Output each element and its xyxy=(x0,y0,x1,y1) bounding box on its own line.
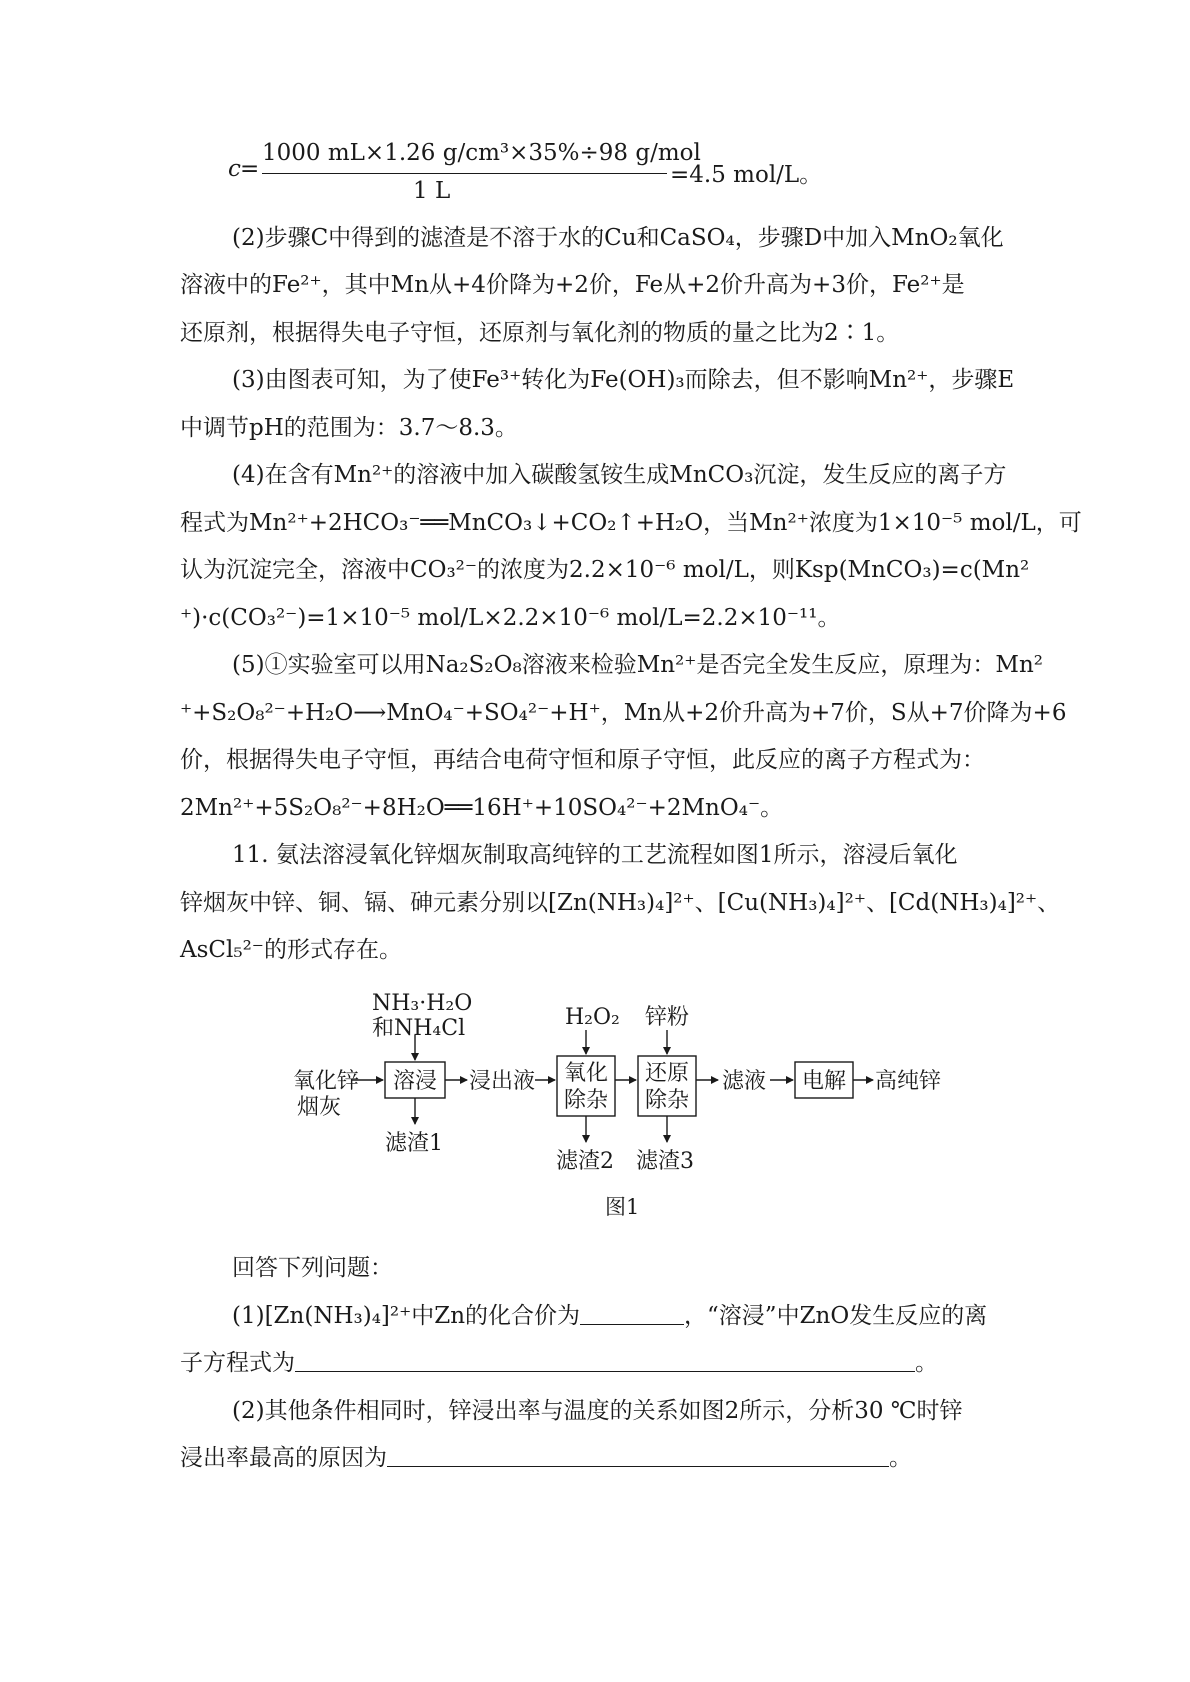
para4-line4: ⁺)·c(CO₃²⁻)=1×10⁻⁵ mol/L×2.2×10⁻⁶ mol/L=2.2×10⁻¹¹。 xyxy=(180,605,841,631)
filtrate-label: 滤液 xyxy=(722,1069,767,1094)
q11-line2: 锌烟灰中锌、铜、镉、砷元素分别以[Zn(NH₃)₄]²⁺、[Cu(NH₃)₄]²⁺、[Cd(NH₃)₄]²⁺、 xyxy=(180,890,1061,916)
question1-text-a: (1)[Zn(NH₃)₄]²⁺中Zn的化合价为 xyxy=(232,1303,581,1329)
reagent3-label: 锌粉 xyxy=(645,1005,690,1030)
para5-line4: 2Mn²⁺+5S₂O₈²⁻+8H₂O══16H⁺+10SO₄²⁻+2MnO₄⁻。 xyxy=(180,795,784,821)
reagent2-label: H₂O₂ xyxy=(565,1005,620,1030)
box3-line1: 还原 xyxy=(645,1061,690,1086)
para5-line3: 价，根据得失电子守恒，再结合电荷守恒和原子守恒，此反应的离子方程式为： xyxy=(180,747,985,773)
leachate-label: 浸出液 xyxy=(469,1069,536,1094)
answer-blank-ionic-equation[interactable] xyxy=(295,1351,915,1372)
question1-line2 xyxy=(180,1348,938,1378)
para2-line2: 溶液中的Fe²⁺，其中Mn从+4价降为+2价，Fe从+2价升高为+3价，Fe²⁺是 xyxy=(180,272,965,298)
q11-line3: AsCl₅²⁻的形式存在。 xyxy=(180,937,402,963)
question1-text-b: ，“溶浸”中ZnO发生反应的离 xyxy=(684,1303,988,1329)
para3-line2: 中调节pH的范围为：3.7～8.3。 xyxy=(180,415,518,441)
para5-line1: (5)①实验室可以用Na₂S₂O₈溶液来检验Mn²⁺是否完全发生反应，原理为：Mn² xyxy=(232,652,1043,678)
reagent1-line2: 和NH₄Cl xyxy=(372,1016,466,1041)
question1-end: 。 xyxy=(915,1350,938,1376)
answer-blank-valence[interactable] xyxy=(580,1304,684,1325)
residue2-label: 滤渣2 xyxy=(556,1149,614,1174)
para4-line2: 程式为Mn²⁺+2HCO₃⁻══MnCO₃↓+CO₂↑+H₂O，当Mn²⁺浓度为1×10⁻⁵ mol/L，可 xyxy=(180,510,1082,536)
residue3-label: 滤渣3 xyxy=(636,1149,694,1174)
var-c: c xyxy=(228,156,241,182)
fraction-result: =4.5 mol/L。 xyxy=(670,162,823,188)
output-label: 高纯锌 xyxy=(875,1069,942,1094)
para4-line1: (4)在含有Mn²⁺的溶液中加入碳酸氢铵生成MnCO₃沉淀，发生反应的离子方 xyxy=(232,462,1007,488)
box2-line2: 除杂 xyxy=(564,1088,609,1113)
box4-label: 电解 xyxy=(802,1069,847,1094)
para2-line1: (2)步骤C中得到的滤渣是不溶于水的Cu和CaSO₄，步骤D中加入MnO₂氧化 xyxy=(232,225,1004,251)
question2-line1: (2)其他条件相同时，锌浸出率与温度的关系如图2所示，分析30 ℃时锌 xyxy=(232,1398,963,1424)
reagent1-line1: NH₃·H₂O xyxy=(372,991,473,1016)
answer-blank-reason[interactable] xyxy=(387,1446,889,1467)
figure-caption: 图1 xyxy=(605,1195,640,1219)
question2-text-b: 浸出率最高的原因为 xyxy=(180,1445,387,1471)
input-line2: 烟灰 xyxy=(297,1095,342,1120)
q11-line1: 11. 氨法溶浸氧化锌烟灰制取高纯锌的工艺流程如图1所示，溶浸后氧化 xyxy=(232,842,958,868)
para2-line3: 还原剂，根据得失电子守恒，还原剂与氧化剂的物质的量之比为2∶1。 xyxy=(180,320,900,346)
fraction-denominator: 1 L xyxy=(413,178,451,204)
question2-line2 xyxy=(180,1443,912,1473)
answer-intro: 回答下列问题： xyxy=(232,1255,393,1281)
para3-line1: (3)由图表可知，为了使Fe³⁺转化为Fe(OH)₃而除去，但不影响Mn²⁺，步骤E xyxy=(232,367,1015,393)
box3-line2: 除杂 xyxy=(645,1088,690,1113)
question1-line1 xyxy=(232,1301,987,1331)
question1-text-c: 子方程式为 xyxy=(180,1350,295,1376)
fraction-numerator: 1000 mL×1.26 g/cm³×35%÷98 g/mol xyxy=(262,140,701,166)
residue1-label: 滤渣1 xyxy=(385,1131,443,1156)
question2-end: 。 xyxy=(889,1445,912,1471)
para4-line3: 认为沉淀完全，溶液中CO₃²⁻的浓度为2.2×10⁻⁶ mol/L，则Ksp(MnCO₃)=c(Mn² xyxy=(180,557,1030,583)
box2-line1: 氧化 xyxy=(564,1061,609,1086)
equals-sign: = xyxy=(240,156,260,182)
input-line1: 氧化锌 xyxy=(293,1069,360,1094)
para5-line2: ⁺+S₂O₈²⁻+H₂O⟶MnO₄⁻+SO₄²⁻+H⁺，Mn从+2价升高为+7价，S从+7价降为+6 xyxy=(180,700,1067,726)
box1-label: 溶浸 xyxy=(393,1069,438,1094)
